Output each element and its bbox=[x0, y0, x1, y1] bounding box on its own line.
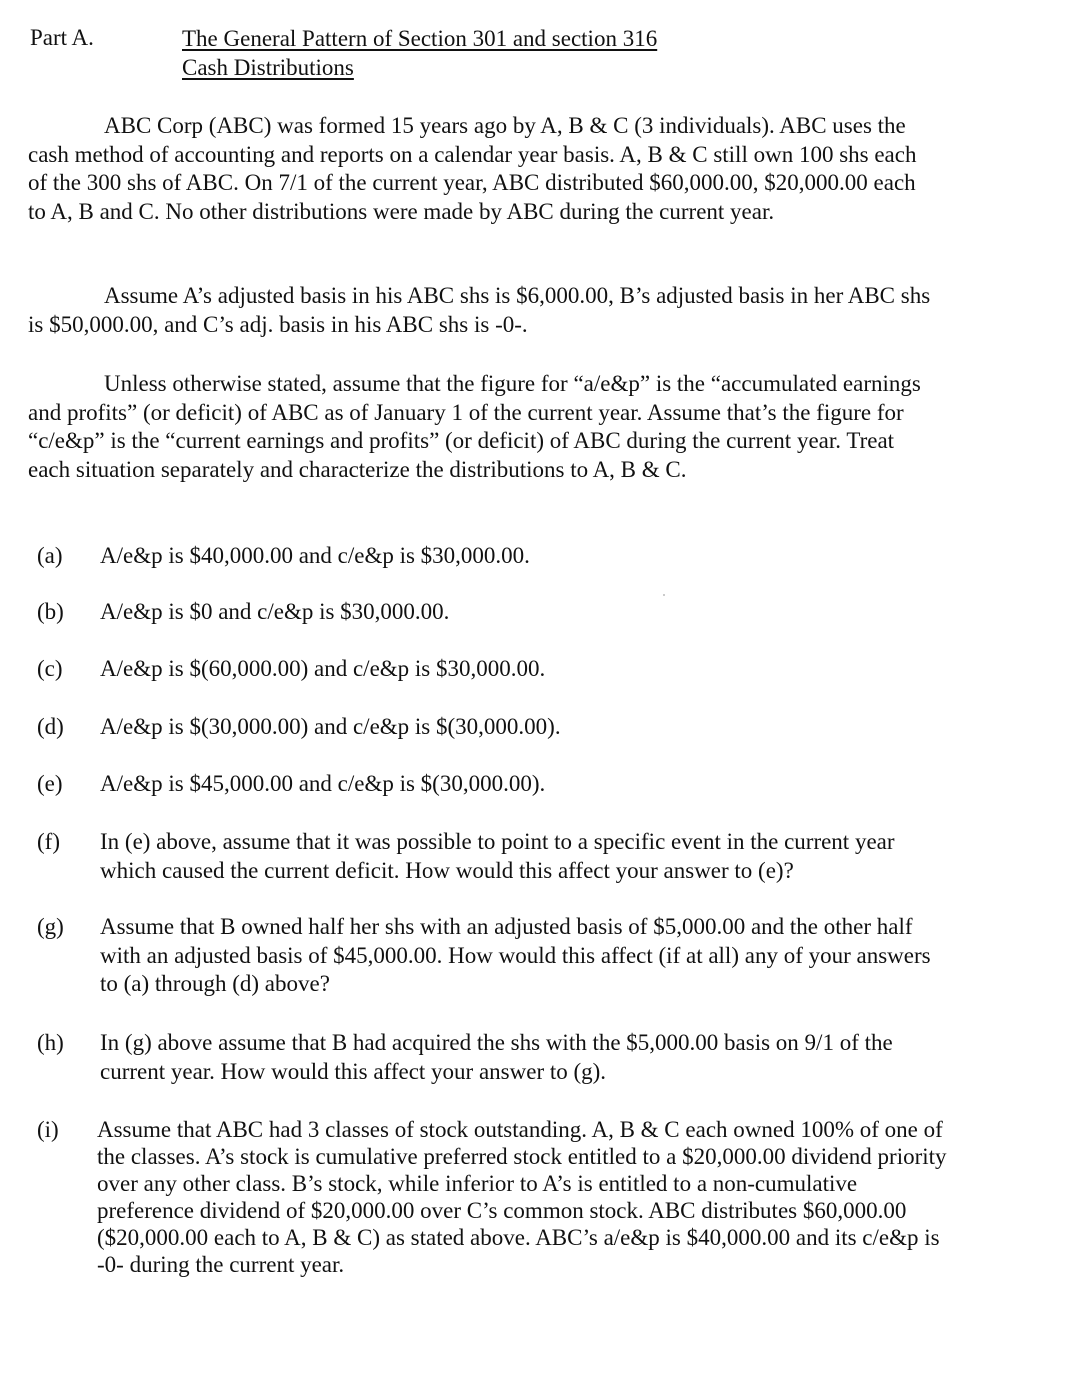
item-label: (a) bbox=[37, 543, 63, 568]
basis-paragraph: Assume A’s adjusted basis in his ABC shs is $6,000.00, B’s adjusted basis in her ABC shs is $50,000.00, and C’s adj. basis in his ABC shs is -0-. bbox=[28, 283, 931, 337]
title-line-2: Cash Distributions bbox=[182, 55, 354, 80]
item-text: Assume that ABC had 3 classes of stock outstanding. A, B & C each owned 100% of one of the classes. A’s stock is cumulative preferred stock entitled to a $20,000.00 dividend priority over any other class. B’s stock, while inferior to A’s is entitled to a non-cumulative preference dividend of $20,000.00 over C’s common stock. ABC distributes $60,000.00 ($20,000.00 each to A, B & C) as stated above. ABC’s a/e&p is $40,000.00 and its c/e&p is -0- during the current year. bbox=[97, 1117, 947, 1277]
item-label: (h) bbox=[37, 1030, 64, 1055]
item-text: A/e&p is $(60,000.00) and c/e&p is $30,000.00. bbox=[100, 656, 546, 681]
item-text: A/e&p is $45,000.00 and c/e&p is $(30,000.00). bbox=[100, 771, 546, 796]
document-title bbox=[182, 24, 657, 82]
item-label: (i) bbox=[37, 1117, 59, 1142]
instructions-paragraph: Unless otherwise stated, assume that the figure for “a/e&p” is the “accumulated earnings and profits” (or deficit) of ABC as of January 1 of the current year. Assume that’s the figure for “c/e&p” is the “current earnings and profits” (or deficit) of ABC during the current year. Treat each situation separately and characterize the distributions to A, B & C. bbox=[28, 371, 921, 482]
scan-speck bbox=[663, 594, 665, 596]
item-text: A/e&p is $0 and c/e&p is $30,000.00. bbox=[100, 599, 450, 624]
item-text: A/e&p is $40,000.00 and c/e&p is $30,000.00. bbox=[100, 543, 530, 568]
item-text: Assume that B owned half her shs with an adjusted basis of $5,000.00 and the other half with an adjusted basis of $45,000.00. How would this affect (if at all) any of your answers to (a) through (d) above? bbox=[100, 914, 931, 996]
item-text: In (e) above, assume that it was possible to point to a specific event in the current year which caused the current deficit. How would this affect your answer to (e)? bbox=[100, 829, 895, 883]
item-label: (b) bbox=[37, 599, 64, 624]
item-label: (d) bbox=[37, 714, 64, 739]
item-text: In (g) above assume that B had acquired the shs with the $5,000.00 basis on 9/1 of the current year. How would this affect your answer to (g). bbox=[100, 1030, 893, 1084]
item-text: A/e&p is $(30,000.00) and c/e&p is $(30,000.00). bbox=[100, 714, 561, 739]
item-label: (f) bbox=[37, 829, 60, 854]
part-label: Part A. bbox=[30, 25, 94, 50]
item-label: (c) bbox=[37, 656, 63, 681]
item-label: (g) bbox=[37, 914, 64, 939]
title-line-1: The General Pattern of Section 301 and section 316 bbox=[182, 26, 658, 51]
intro-paragraph: ABC Corp (ABC) was formed 15 years ago by A, B & C (3 individuals). ABC uses the cash method of accounting and reports on a calendar year basis. A, B & C still own 100 shs each of the 300 shs of ABC. On 7/1 of the current year, ABC distributed $60,000.00, $20,000.00 each to A, B and C. No other distributions were made by ABC during the current year. bbox=[28, 113, 917, 224]
item-label: (e) bbox=[37, 771, 63, 796]
